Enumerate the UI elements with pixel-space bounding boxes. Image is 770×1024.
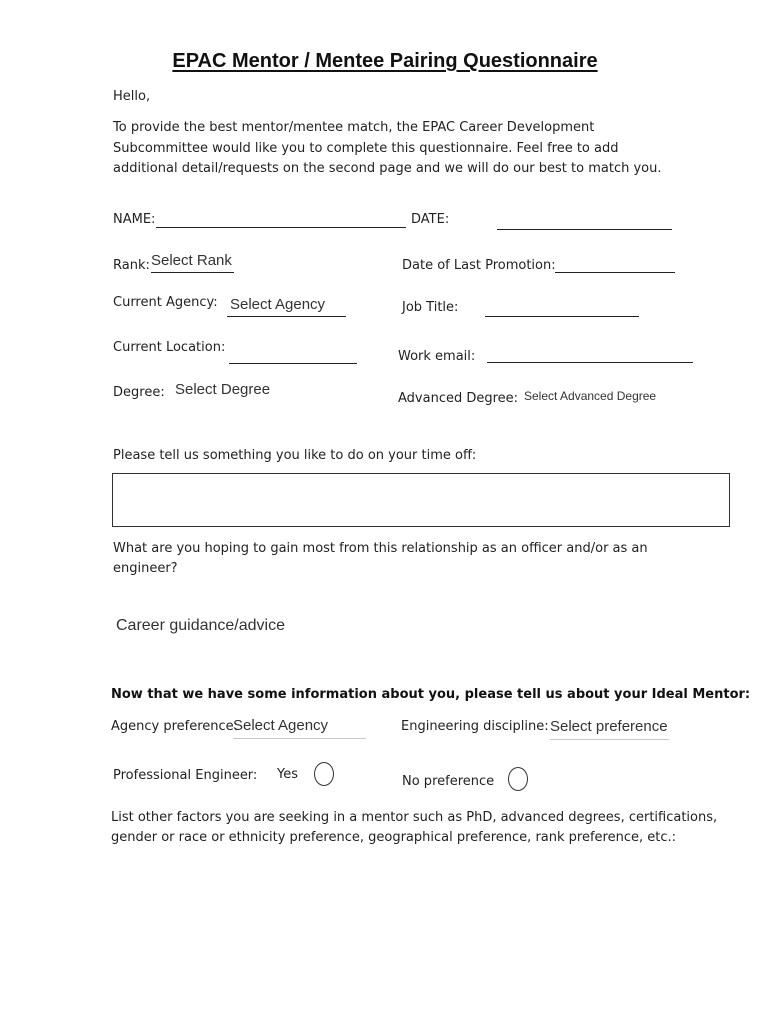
other-factors-question (111, 808, 717, 848)
intro-line: To provide the best mentor/mentee match, the EPAC Career Development (113, 120, 595, 135)
name-label: NAME: (113, 212, 156, 227)
engineering-discipline-select[interactable]: Select preference (550, 718, 669, 740)
date-field[interactable] (497, 229, 672, 230)
intro-line: Subcommittee would like you to complete this questionnaire. Feel free to add (113, 140, 619, 156)
rank-label: Rank: (113, 258, 150, 273)
no-preference-label: No preference (402, 774, 495, 789)
other-factors-line: List other factors you are seeking in a mentor such as PhD, advanced degrees, certifications, (111, 810, 718, 825)
current-location-field[interactable] (229, 363, 357, 364)
yes-radio[interactable] (314, 762, 334, 786)
page-title: EPAC Mentor / Mentee Pairing Questionnaire (172, 50, 598, 72)
job-title-label: Job Title: (402, 300, 459, 315)
agency-preference-select[interactable]: Select Agency (233, 717, 366, 739)
job-title-field[interactable] (485, 316, 639, 317)
advanced-degree-select[interactable]: Select Advanced Degree (524, 389, 657, 403)
yes-label: Yes (277, 767, 298, 782)
time-off-question: Please tell us something you like to do on your time off: (113, 448, 477, 463)
work-email-label: Work email: (398, 349, 476, 364)
no-preference-radio[interactable] (508, 767, 528, 791)
gain-question-line: engineer? (113, 561, 178, 576)
advanced-degree-label: Advanced Degree: (398, 391, 519, 406)
current-agency-label: Current Agency: (113, 295, 218, 310)
greeting: Hello, (113, 89, 151, 104)
gain-question (113, 539, 648, 579)
gain-question-line: What are you hoping to gain most from this relationship as an officer and/or as an (113, 541, 648, 556)
last-promotion-label: Date of Last Promotion: (402, 258, 556, 273)
date-label: DATE: (411, 212, 450, 227)
time-off-textbox[interactable] (112, 473, 730, 527)
professional-engineer-label: Professional Engineer: (113, 768, 258, 783)
current-agency-select[interactable]: Select Agency (227, 296, 346, 317)
degree-select[interactable]: Select Degree (175, 381, 271, 398)
current-location-label: Current Location: (113, 340, 226, 355)
engineering-discipline-label: Engineering discipline: (401, 719, 549, 734)
intro-line: additional detail/requests on the second page and we will do our best to match you. (113, 161, 662, 176)
other-factors-line: gender or race or ethnicity preference, geographical preference, rank preference, etc.: (111, 830, 676, 845)
work-email-field[interactable] (487, 362, 693, 363)
rank-select[interactable]: Select Rank (151, 252, 234, 273)
degree-label: Degree: (113, 385, 165, 400)
ideal-mentor-heading: Now that we have some information about you, please tell us about your Ideal Mentor: (111, 687, 751, 702)
name-field[interactable] (156, 227, 406, 228)
last-promotion-field[interactable] (555, 272, 675, 273)
agency-preference-label: Agency preference: (111, 719, 239, 734)
intro-paragraph (113, 118, 673, 180)
gain-answer-field[interactable]: Career guidance/advice (116, 617, 285, 634)
